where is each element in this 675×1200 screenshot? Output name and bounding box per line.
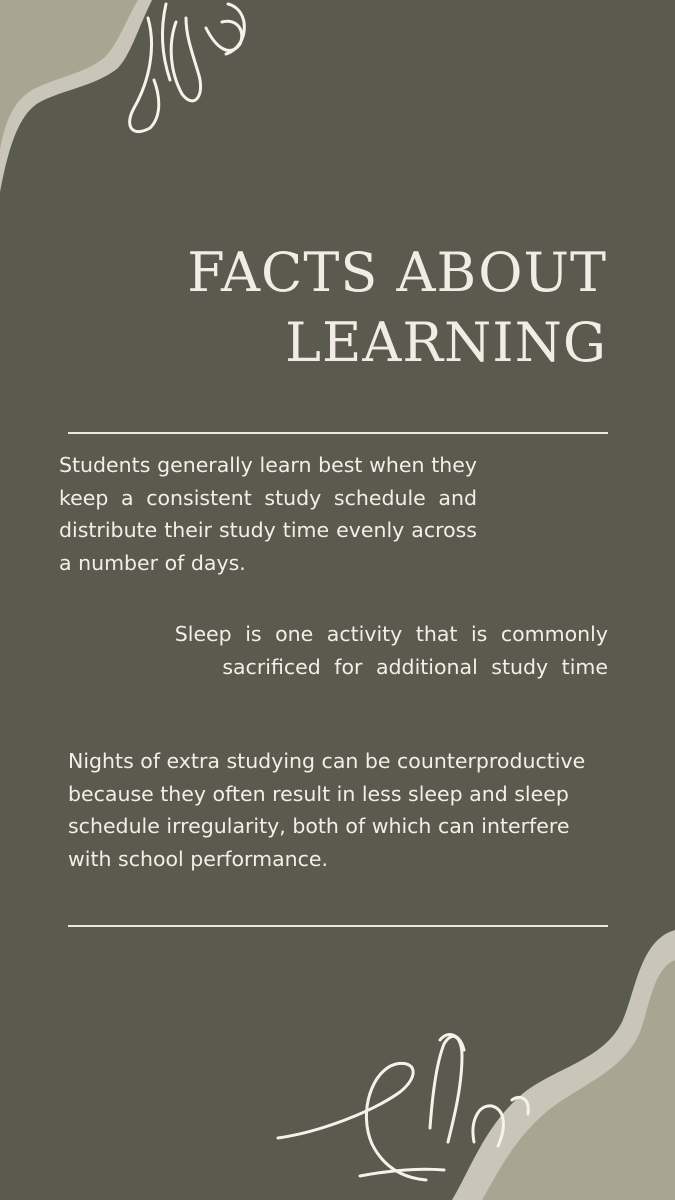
divider-top	[68, 432, 608, 434]
top-left-doodle	[130, 4, 245, 132]
divider-bottom	[68, 925, 608, 927]
top-left-wave-dark	[0, 0, 138, 150]
fact-paragraph-sleep: Sleep is one activity that is commonly sacrificed for additional study time	[174, 622, 608, 679]
title-line-2: LEARNING	[285, 311, 607, 374]
page-title	[47, 238, 607, 378]
title-line-1: FACTS ABOUT	[187, 241, 607, 304]
fact-paragraph-study-schedule: Students generally learn best when they keep a consistent study schedule and distribute their study time evenly across a number of days.	[59, 453, 477, 575]
fact-paragraph-extra-studying: Nights of extra studying can be counterproductive because they often result in less sleep and sleep schedule irregularity, both of which can interfere with school performance.	[68, 749, 586, 871]
